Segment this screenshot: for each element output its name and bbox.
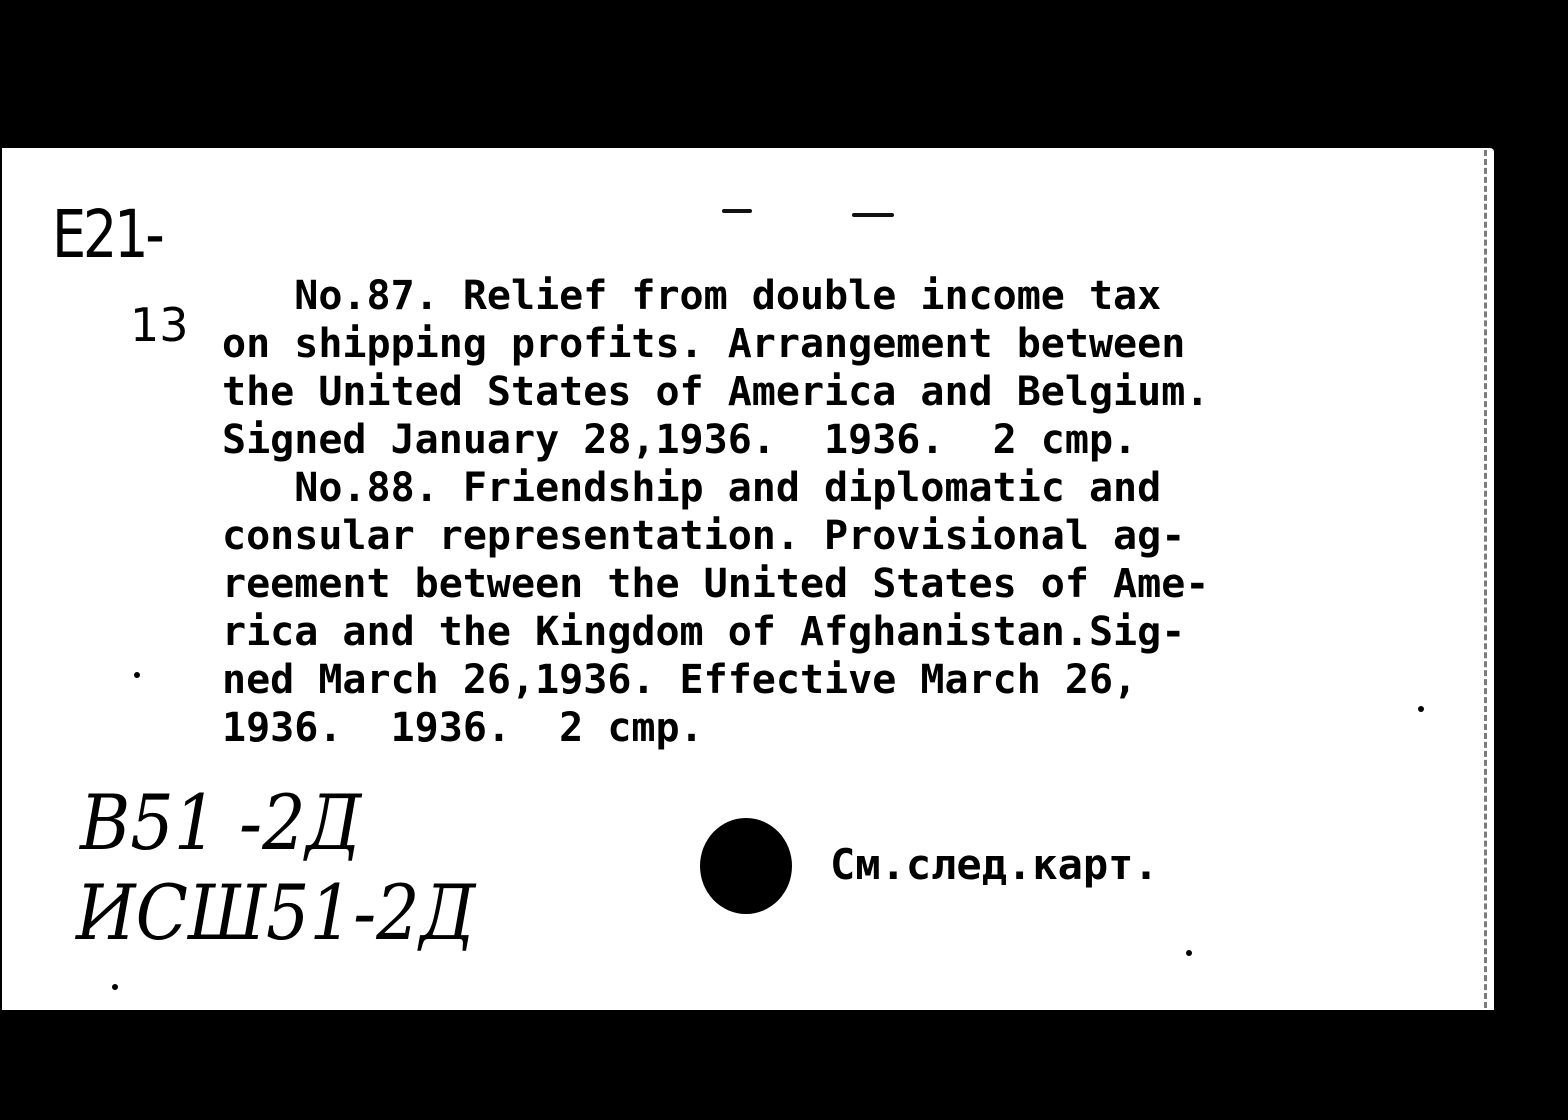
shelf-mark-1: В51 -2Д: [80, 778, 362, 867]
top-dash-left: [722, 209, 752, 213]
entry-line: Signed January 28,1936. 1936. 2 cmp.: [222, 417, 1138, 463]
entry-87: [222, 272, 1472, 464]
entry-line: No.87. Relief from double income tax: [222, 273, 1162, 319]
ink-speck: [112, 984, 118, 990]
ink-speck: [1418, 706, 1424, 712]
see-next-card-note: См.след.карт.: [830, 840, 1159, 889]
entry-line: rica and the Kingdom of Afghanistan.Sig-: [222, 609, 1186, 655]
entry-line: ned March 26,1936. Effective March 26,: [222, 657, 1138, 703]
classification-subcode: 13: [130, 298, 189, 352]
card-right-edge: [1478, 150, 1487, 1008]
top-dash-right: [852, 213, 894, 217]
entry-line: 1936. 1936. 2 cmp.: [222, 705, 704, 751]
punch-hole: [700, 818, 792, 914]
entry-line: consular representation. Provisional ag-: [222, 513, 1186, 559]
entry-line: on shipping profits. Arrangement between: [222, 321, 1186, 367]
entry-88: [222, 464, 1472, 752]
classification-code: E21-: [52, 196, 162, 273]
entry-line: No.88. Friendship and diplomatic and: [222, 465, 1162, 511]
shelf-mark-2: ИСШ51-2Д: [76, 868, 476, 957]
entry-line: reement between the United States of Ame-: [222, 561, 1210, 607]
ink-speck: [1186, 950, 1192, 956]
ink-speck: [134, 672, 140, 678]
entry-line: the United States of America and Belgium.: [222, 369, 1210, 415]
